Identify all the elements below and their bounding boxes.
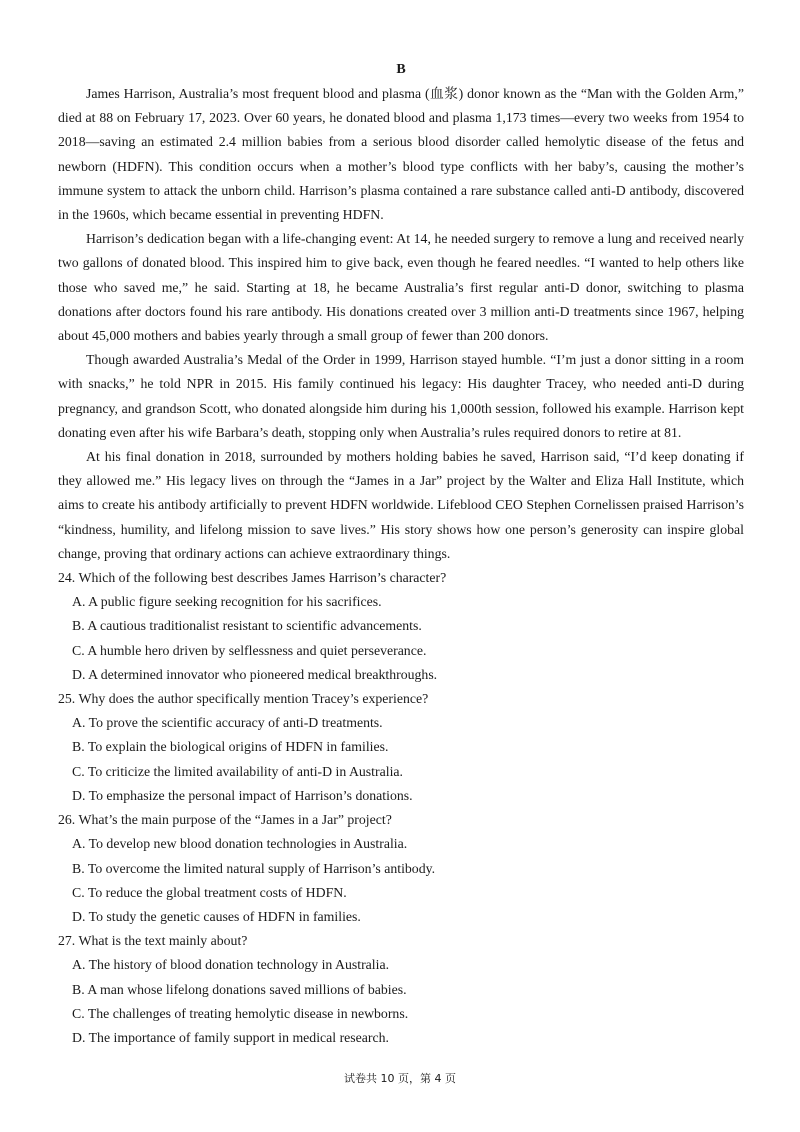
option-a: A. The history of blood donation technology in Australia. — [72, 957, 390, 973]
question-stem: 24. Which of the following best describes James Harrison’s character? — [58, 570, 447, 586]
option-c: C. To criticize the limited availability of anti-D in Australia. — [72, 763, 403, 779]
option-a: A. To develop new blood donation technologies in Australia. — [72, 836, 408, 852]
option-c: C. The challenges of treating hemolytic disease in newborns. — [72, 1005, 409, 1021]
passage-paragraph-4: At his final donation in 2018, surrounded by mothers holding babies he saved, Harrison said, “I’d keep donating if they allowed me.” His legacy lives on through the “James in a Jar” project by the Walter and Eliza Hall Institute, which aims to create his antibody artificially to prevent HDFN worldwide. Lifeblood CEO Stephen Cornelissen praised Harrison’s “kindness, humility, and lifelong mission to save lives.” His story shows how one person’s generosity can inspire global change, proving that ordinary actions can achieve extraordinary things. — [58, 449, 744, 561]
option-d: D. To emphasize the personal impact of Harrison’s donations. — [72, 787, 413, 803]
option-d: D. A determined innovator who pioneered medical breakthroughs. — [72, 666, 438, 682]
exam-page — [58, 58, 744, 1050]
page-footer: 试卷共 10 页，第 4 页 — [344, 1072, 456, 1085]
question-stem: 27. What is the text mainly about? — [58, 933, 248, 949]
option-b: B. To overcome the limited natural supply of Harrison’s antibody. — [72, 860, 436, 876]
question-25 — [58, 687, 744, 808]
question-26 — [58, 808, 744, 929]
passage — [58, 82, 744, 566]
option-b: B. To explain the biological origins of HDFN in families. — [72, 739, 389, 755]
question-24 — [58, 566, 744, 687]
option-c: C. To reduce the global treatment costs of HDFN. — [72, 884, 347, 900]
question-stem: 25. Why does the author specifically mention Tracey’s experience? — [58, 691, 429, 707]
option-a: A. To prove the scientific accuracy of anti-D treatments. — [72, 715, 383, 731]
option-c: C. A humble hero driven by selflessness and quiet perseverance. — [72, 642, 427, 658]
option-d: D. To study the genetic causes of HDFN in families. — [72, 908, 361, 924]
passage-paragraph-1: James Harrison, Australia’s most frequent blood and plasma (血浆) donor known as the “Man with the Golden Arm,” died at 88 on February 17, 2023. Over 60 years, he donated blood and plasma 1,173 times—every two weeks from 1954 to 2018—saving an estimated 2.4 million babies from a serious blood disorder called hemolytic disease of the fetus and newborn (HDFN). This condition occurs when a mother’s blood type conflicts with her baby’s, causing the mother’s immune system to attack the unborn child. Harrison’s plasma contained a rare substance called anti-D antibody, discovered in the 1960s, which became essential in preventing HDFN. — [58, 86, 744, 223]
option-b: B. A man whose lifelong donations saved millions of babies. — [72, 981, 407, 997]
option-d: D. The importance of family support in medical research. — [72, 1029, 389, 1045]
passage-paragraph-3: Though awarded Australia’s Medal of the Order in 1999, Harrison stayed humble. “I’m just a donor sitting in a room with snacks,” he told NPR in 2015. His family continued his legacy: His daughter Tracey, who needed anti-D during pregnancy, and grandson Scott, who donated alongside him during his 1,000th session, followed his example. Harrison kept donating even after his wife Barbara’s death, stopping only when Australia’s rules required donors to retire at 81. — [58, 352, 744, 440]
option-b: B. A cautious traditionalist resistant to scientific advancements. — [72, 618, 422, 634]
question-27 — [58, 929, 744, 1050]
question-stem: 26. What’s the main purpose of the “James in a Jar” project? — [58, 812, 392, 828]
section-label: B — [396, 62, 406, 77]
option-a: A. A public figure seeking recognition for his sacrifices. — [72, 594, 382, 610]
passage-paragraph-2: Harrison’s dedication began with a life-changing event: At 14, he needed surgery to remove a lung and received nearly two gallons of donated blood. This inspired him to give back, even though he feared needles. “I wanted to help others like those who saved me,” he said. Starting at 18, he became Australia’s first regular anti-D donor, switching to plasma donations after doctors found his rare antibody. His donations created over 3 million anti-D treatments since 1967, helping about 45,000 mothers and babies yearly through a small group of fewer than 200 donors. — [58, 231, 744, 344]
